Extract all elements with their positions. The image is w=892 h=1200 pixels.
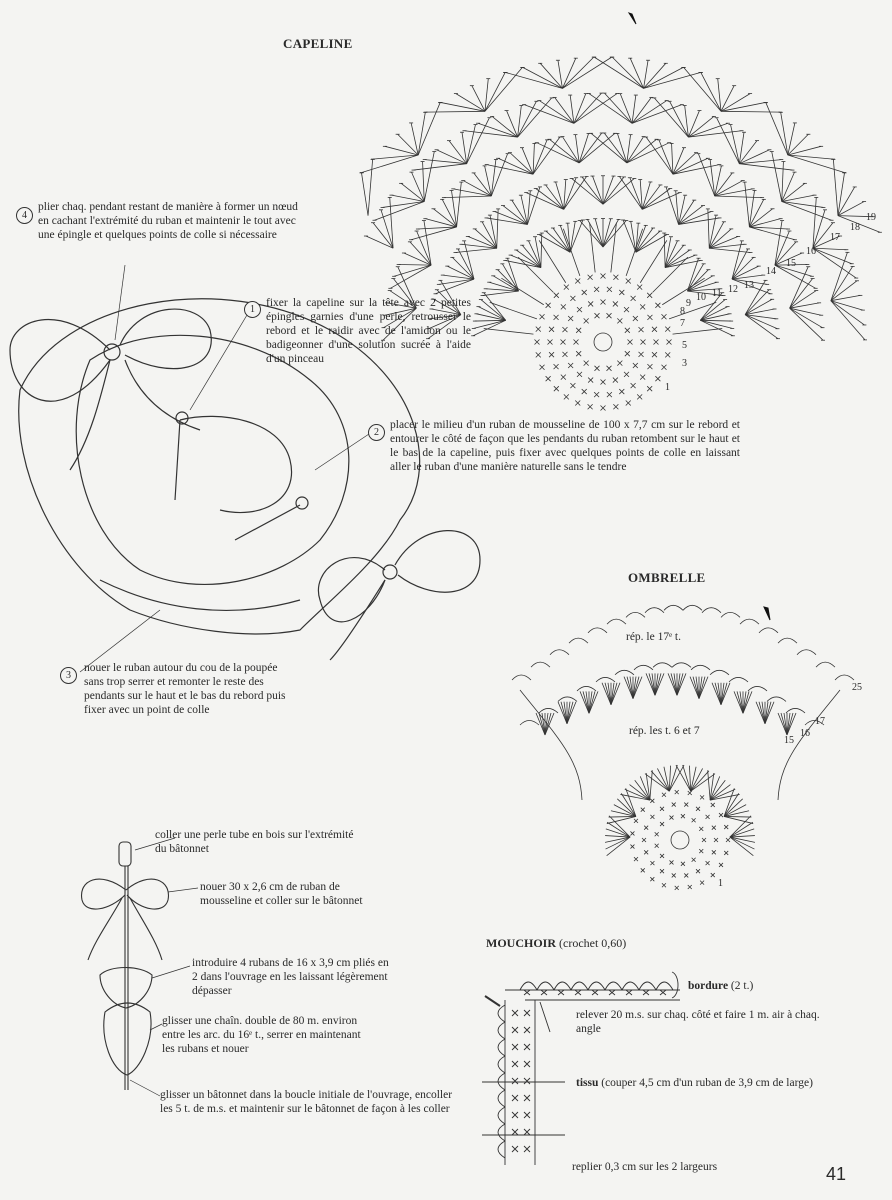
tissu-label: tissu — [576, 1077, 599, 1089]
ombrelle-round-16: 16 — [800, 728, 810, 739]
step-1-text: fixer la capeline sur la tête avec 2 petites épingles garnies d'une perle, retrousser le rebord et le raidir avec de l'amidon ou le badigeonner d'une solution sucrée à l'aide d'un pinceau — [266, 297, 471, 365]
capeline-round-number: 14 — [766, 266, 776, 277]
step-2-number: 2 — [368, 424, 385, 441]
ombrelle-repeat-17: rép. le 17ᵉ t. — [626, 631, 682, 643]
mouchoir-tissu — [576, 1076, 816, 1090]
capeline-round-number: 17 — [830, 232, 840, 243]
ombrelle-round-17: 17 — [815, 716, 825, 727]
ombrelle-crochet-chart — [512, 605, 854, 890]
step-3-text: nouer le ruban autour du cou de la poupée sans trop serrer et remonter le reste des pendants sur le haut et le bas du rebord puis fixer avec un point de colle — [84, 662, 286, 716]
mouchoir-bordure — [688, 979, 753, 993]
capeline-round-number: 15 — [786, 258, 796, 269]
mouchoir-heading — [486, 936, 626, 951]
mouchoir-title: MOUCHOIR — [486, 936, 556, 950]
capeline-round-number: 5 — [682, 340, 687, 351]
capeline-round-number: 16 — [806, 246, 816, 257]
stick-note-2: nouer 30 x 2,6 cm de ruban de mousseline et coller sur le bâtonnet — [200, 881, 363, 907]
capeline-round-number: 18 — [850, 222, 860, 233]
ombrelle-title: OMBRELLE — [628, 570, 706, 585]
capeline-round-number: 7 — [680, 318, 685, 329]
capeline-round-number: 9 — [686, 298, 691, 309]
step-1-number: 1 — [244, 301, 261, 318]
mouchoir-note-1: relever 20 m.s. sur chaq. côté et faire 1 m. air à chaq. angle — [576, 1009, 820, 1035]
capeline-round-number: 13 — [744, 280, 754, 291]
capeline-round-number: 3 — [682, 358, 687, 369]
step-2-text: placer le milieu d'un ruban de mousseline de 100 x 7,7 cm sur le rebord et entourer le côté de façon que les pendants du ruban retombent sur le haut et le bas de la capeline, puis fixer avec quelques points de colle en laissant aller le ruban d'une manière naturelle sans le tendre — [390, 419, 740, 473]
tissu-text: (couper 4,5 cm d'un ruban de 3,9 cm de large) — [601, 1077, 813, 1089]
bordure-label: bordure — [688, 980, 729, 992]
ombrelle-repeat-6-7: rép. les t. 6 et 7 — [629, 725, 700, 737]
mouchoir-note-3: replier 0,3 cm sur les 2 largeurs — [572, 1161, 718, 1173]
capeline-round-number: 1 — [665, 382, 670, 393]
mouchoir-crochet-chart — [482, 972, 680, 1165]
capeline-round-number: 10 — [696, 292, 706, 303]
step-4-number: 4 — [16, 207, 33, 224]
start-marker — [764, 607, 770, 620]
mouchoir-subtitle: (crochet 0,60) — [559, 936, 627, 950]
capeline-title: CAPELINE — [283, 36, 353, 51]
stick-note-5: glisser un bâtonnet dans la boucle initiale de l'ouvrage, encoller les 5 t. de m.s. et maintenir sur le bâtonnet de façon à les coller — [160, 1089, 453, 1115]
step-4-text: plier chaq. pendant restant de manière à former un nœud en cachant l'extrémité du ruban et maintenir le tout avec une épingle et quelques points de colle si nécessaire — [38, 201, 298, 241]
stick-note-4: glisser une chaîn. double de 80 m. environ entre les arc. du 16ᵉ t., serrer en maintenant les rubans et nouer — [162, 1015, 361, 1055]
bordure-rounds: (2 t.) — [730, 980, 754, 992]
capeline-round-number: 8 — [680, 306, 685, 317]
step-3-number: 3 — [60, 667, 77, 684]
ombrelle-round-15: 15 — [784, 735, 794, 746]
capeline-round-number: 12 — [728, 284, 738, 295]
stick-note-3: introduire 4 rubans de 16 x 3,9 cm pliés en 2 dans l'ouvrage en les laissant légèrement dépasser — [192, 957, 389, 997]
capeline-round-number: 19 — [866, 212, 876, 223]
start-marker — [629, 13, 636, 24]
page-number: 41 — [826, 1164, 847, 1184]
ombrelle-round-1: 1 — [718, 878, 723, 889]
ombrelle-round-25: 25 — [852, 682, 862, 693]
parasol-stick-drawing — [82, 838, 198, 1096]
capeline-round-number: 11 — [712, 288, 722, 299]
stick-note-1: coller une perle tube en bois sur l'extrémité du bâtonnet — [155, 829, 354, 855]
